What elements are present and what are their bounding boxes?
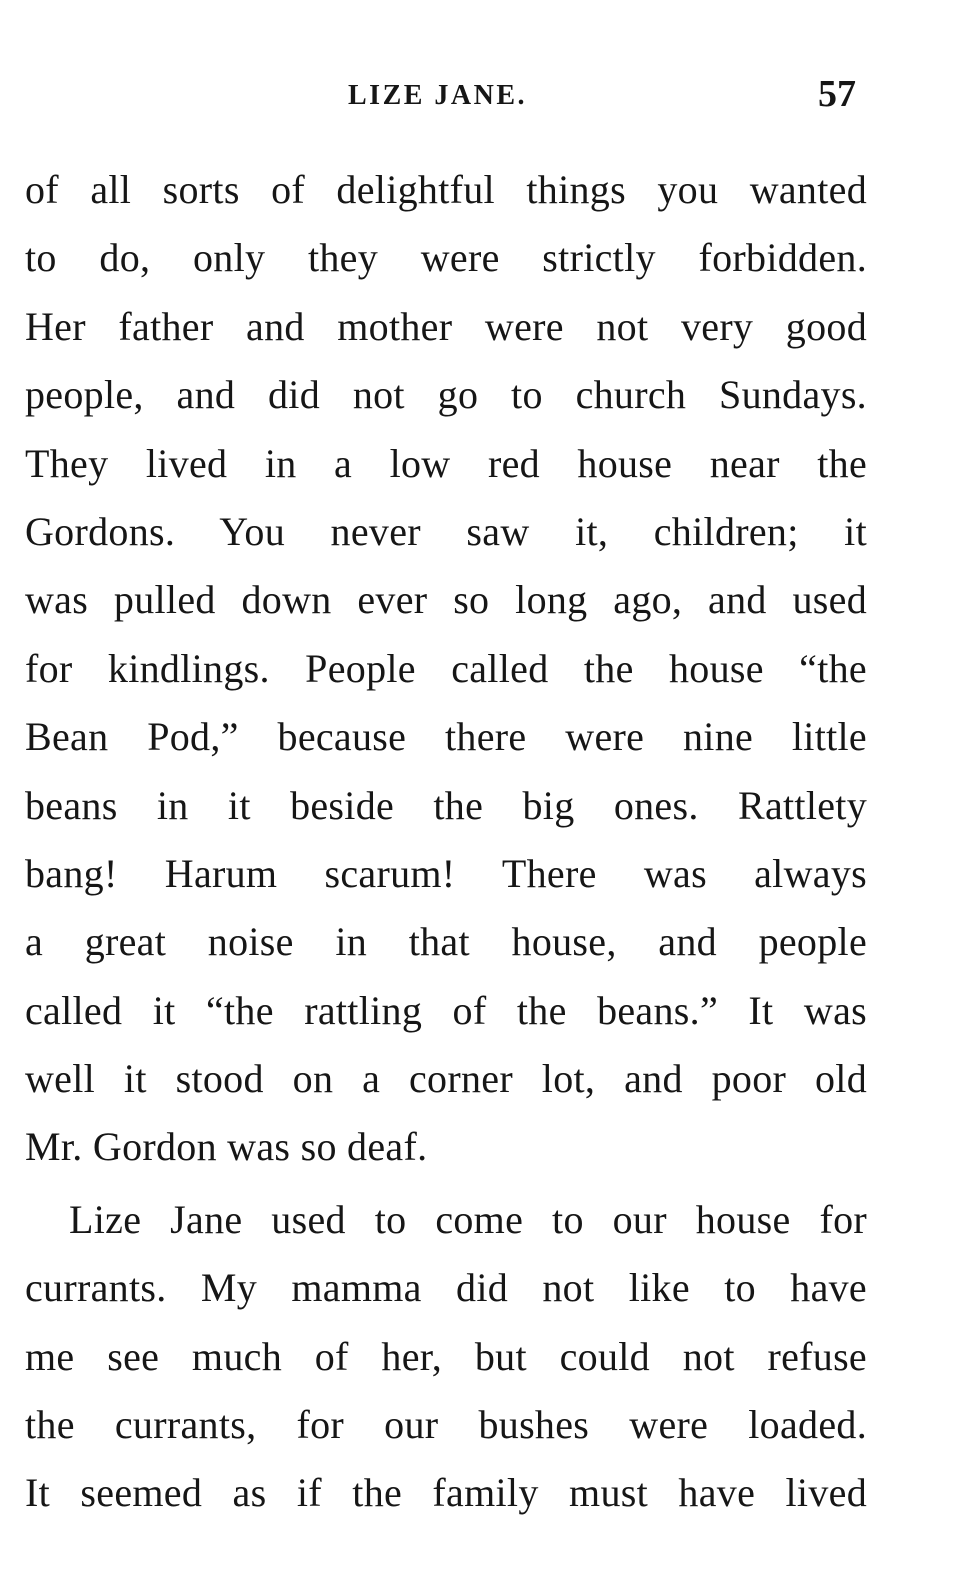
paragraph-1 — [25, 156, 867, 1182]
text-line: Gordons. You never saw it, children; it — [25, 508, 867, 554]
text-line: well it stood on a corner lot, and poor old — [25, 1056, 867, 1102]
text-line: was pulled down ever so long ago, and used — [25, 577, 867, 623]
text-line: It seemed as if the family must have lived — [25, 1470, 867, 1516]
text-line: Bean Pod,” because there were nine little — [25, 714, 867, 760]
page-number: 57 — [818, 73, 856, 115]
text-line: They lived in a low red house near the — [25, 440, 867, 486]
text-line: the currants, for our bushes were loaded. — [25, 1402, 867, 1448]
running-head — [0, 73, 959, 116]
paragraph-2 — [25, 1186, 867, 1528]
text-line: bang! Harum scarum! There was always — [25, 850, 867, 896]
running-title: LIZE JANE. — [348, 80, 528, 111]
text-line: Mr. Gordon was so deaf. — [25, 1124, 428, 1170]
text-line: to do, only they were strictly forbidden. — [25, 235, 867, 281]
text-line: Lize Jane used to come to our house for — [69, 1196, 867, 1242]
text-line: of all sorts of delightful things you wanted — [25, 167, 867, 212]
text-line: currants. My mamma did not like to have — [25, 1265, 867, 1311]
body-text — [25, 156, 867, 1528]
text-line: me see much of her, but could not refuse — [25, 1333, 867, 1379]
text-line: Her father and mother were not very good — [25, 303, 867, 349]
text-line: a great noise in that house, and people — [25, 919, 867, 965]
text-line: called it “the rattling of the beans.” It was — [25, 987, 867, 1033]
text-line: people, and did not go to church Sundays. — [25, 372, 867, 418]
text-line: for kindlings. People called the house “the — [25, 645, 867, 691]
text-line: beans in it beside the big ones. Rattlety — [25, 782, 867, 828]
